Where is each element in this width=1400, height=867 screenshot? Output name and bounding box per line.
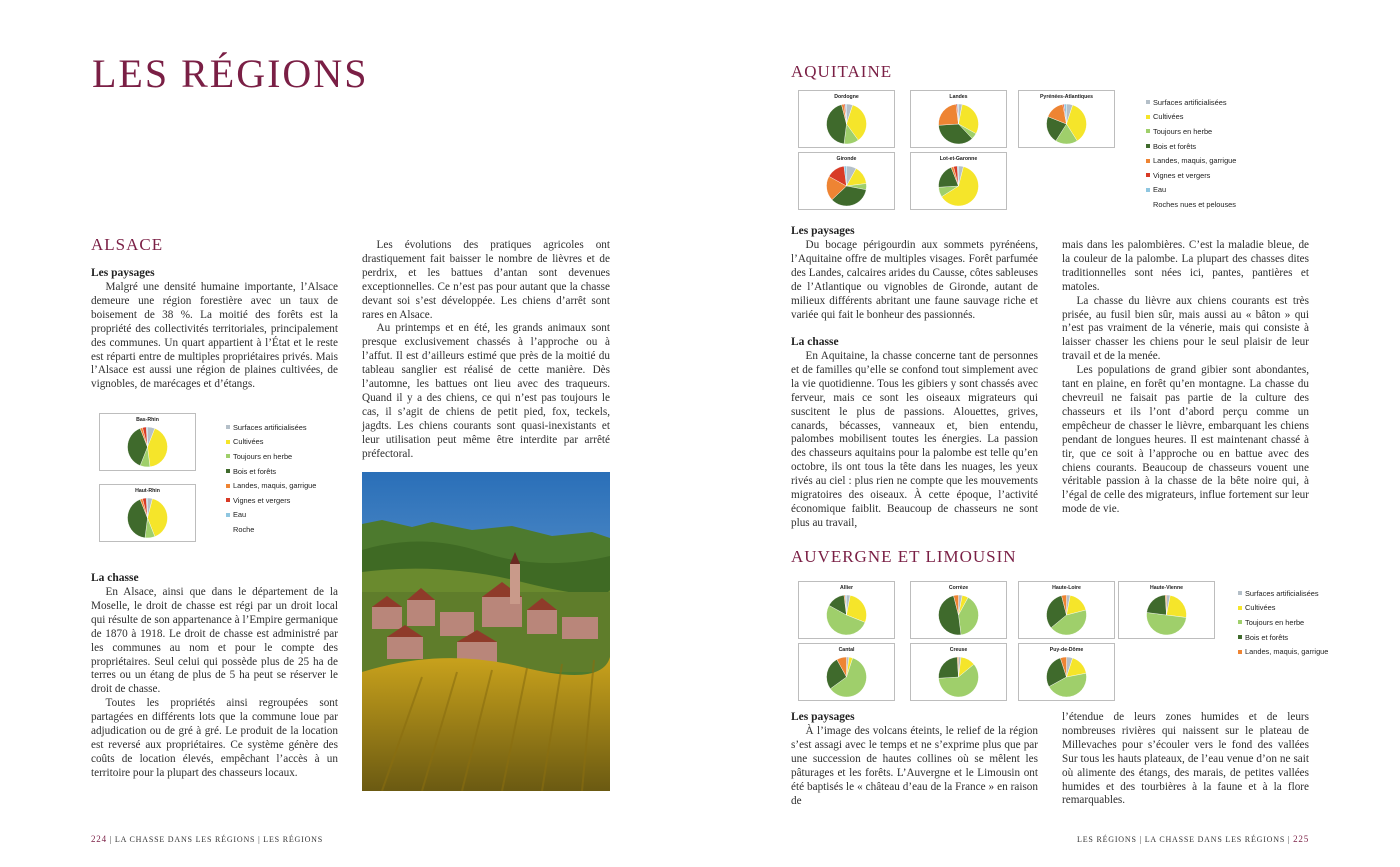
paragraph: Du bocage périgourdin aux sommets pyrénéens, l’Aquitaine offre de multiples visages. Forêt parfumée des Landes, calcaires arides du Causse, côtes sableuses de l’Atlantique ou vignobles de Gironde, autant de milieux différents abritant une faune sauvage riche et variée qui fait le bonheur des passionnés. <box>791 239 1038 321</box>
legend-label: Cultivées <box>1245 603 1276 613</box>
paragraph: Les évolutions des pratiques agricoles ont drastiquement fait baisser le nombre de lièvres et de perdrix, et les battues d’antan sont devenues exceptionnelles. Ce n’est pas pour autant que la chasse devant soi s’est développée. Les chiens d’arrêt sont rares en Alsace. <box>362 239 610 321</box>
alsace-chasse-heading: La chasse <box>91 572 139 584</box>
legend-label: Eau <box>233 510 247 520</box>
pie-chart-creuse <box>910 643 1007 701</box>
legend-item <box>1146 95 1236 110</box>
alsace-title: ALSACE <box>91 235 164 254</box>
chart-title: Haute-Loire <box>1052 585 1081 591</box>
auvergne-col2-text <box>1062 711 1309 808</box>
paragraph: La chasse du lièvre aux chiens courants est très prisée, au fusil bien sûr, mais aussi au « bâton » qui n’est pas vraiment de la vénerie, mais qui consiste à laisser chasser les chiens pour le seul plaisir de leur travail et de la menée. <box>1062 294 1309 363</box>
legend-swatch <box>226 469 230 473</box>
pie-chart-haut-rhin <box>99 484 196 542</box>
legend-label: Bois et forêts <box>1245 632 1289 642</box>
aquitaine-paysages-text <box>791 239 1038 322</box>
pie-svg <box>911 644 1006 700</box>
landscape-illustration <box>362 472 610 791</box>
legend-swatch <box>226 513 230 517</box>
legend-swatch <box>1146 129 1150 133</box>
alsace-paysages-text <box>91 281 338 392</box>
aquitaine-paysages-heading: Les paysages <box>791 225 855 237</box>
chart-title: Cantal <box>838 647 855 653</box>
legend-swatch <box>1146 144 1150 148</box>
legend-label: Roche <box>233 524 255 534</box>
paragraph: En Aquitaine, la chasse concerne tant de personnes et de familles qu’elle se confond tout simplement avec la vie quotidienne. Tous les gibiers y sont chassés avec ferveur, mais ce sont les oiseaux migrateurs qui suscitent le plus de passions. Alouettes, grives, canards, bécasses, vanneaux et, bien entendu, palombes mobilisent toutes les énergies. La passion des chasseurs aquitains pour la palombe est telle qu’en octobre, ils ont tous la tête dans les nuages, les yeux rivés au ciel : plus rien ne compte que les mouvements migratoires des oiseaux. À cette époque, l’activité économique faiblit. Beaucoup de chasseurs ne sont plus au travail, <box>791 350 1038 529</box>
pie-svg <box>799 153 894 209</box>
legend-item <box>1146 124 1236 139</box>
aquitaine-col2-text <box>1062 239 1309 517</box>
legend-item <box>226 478 316 493</box>
page-number-right: 225 <box>1293 834 1309 844</box>
legend-label: Toujours en herbe <box>1153 126 1213 136</box>
pie-svg <box>799 91 894 147</box>
chart-title: Haute-Vienne <box>1149 585 1184 591</box>
paragraph: Les populations de grand gibier sont abondantes, tant en plaine, en forêt qu’en montagne. La chasse du chevreuil ne faisait pas partie de la culture des chasseurs et ils l’ont d’abord perçu comme un empêcheur de chasser le lièvre, embarquant les chiens pendant de longues heures. Il est maintenant chassé à tir, que ce soit à l’approche ou en battue avec des chiens courants. Beaucoup de chasseurs vouent une véritable passion à la chasse de la bête noire qui, à l’égal de celle des migrateurs, influe fortement sur leur mode de vie. <box>1062 364 1309 516</box>
pie-chart-puy-de-dome <box>1018 643 1115 701</box>
alsace-col2-text <box>362 239 610 462</box>
legend-item <box>226 522 316 537</box>
legend-item <box>226 464 316 479</box>
pie-chart-bas-rhin <box>99 413 196 471</box>
pie-chart-haute-loire <box>1018 581 1115 639</box>
page-title: LES RÉGIONS <box>92 51 369 96</box>
paragraph: En Alsace, ainsi que dans le département de la Moselle, le droit de chasse est régi par un droit local qui résulte de son appartenance à l’Empire germanique de 1870 à 1918. Le droit de chasse est administré par les communes au nom et pour le compte des propriétaires. Seul celui qui possède plus de 25 ha de terres ou un étang de plus de 5 ha peut se réserver le droit de chasse. <box>91 586 338 696</box>
legend-label: Eau <box>1153 185 1167 195</box>
legend-item <box>1238 644 1328 659</box>
legend-item <box>226 420 316 435</box>
legend-swatch <box>1238 650 1242 654</box>
legend-swatch <box>1146 202 1150 206</box>
legend-swatch <box>226 484 230 488</box>
paragraph: Malgré une densité humaine importante, l’Alsace demeure une région forestière avec un taux de boisement de 38 %. La moitié des forêts est la propriété des collectivités territoriales, principalement des communes. Un quart appartient à l’État et le reste est réparti entre de multiples propriétaires privés. Mais l’Alsace est aussi une région de plaines cultivées, de vignobles, de marécages et d’étangs. <box>91 281 338 391</box>
pie-chart-pyrenees-atlantiques <box>1018 90 1115 148</box>
running-head-right: LES RÉGIONS | LA CHASSE DANS LES RÉGIONS | <box>1077 835 1294 844</box>
aquitaine-chasse-text <box>791 350 1038 531</box>
paragraph: Toutes les propriétés ainsi regroupées sont partagées en différents lots que la commune loue par adjudication ou de gré à gré. Le produit de la location est reversé aux propriétaires. Ce système génère des coûts de location élevés, empêchant l’accès à un territoire pour la plupart des chasseurs locaux. <box>91 697 338 779</box>
legend-swatch <box>1238 591 1242 595</box>
pie-slice-landes <box>939 104 959 125</box>
pie-chart-lot-et-garonne <box>910 152 1007 210</box>
chart-title: Dordogne <box>834 94 859 100</box>
legend-label: Landes, maquis, garrigue <box>1245 647 1329 657</box>
legend-item <box>226 449 316 464</box>
legend-label: Toujours en herbe <box>233 451 293 461</box>
legend-item <box>1238 586 1328 601</box>
pie-svg <box>100 485 195 541</box>
legend-label: Landes, maquis, garrigue <box>233 481 317 491</box>
pie-slice-bois <box>939 657 959 678</box>
pie-svg <box>911 153 1006 209</box>
chart-title: Pyrénées-Atlantiques <box>1039 94 1094 100</box>
auvergne-title: AUVERGNE ET LIMOUSIN <box>791 547 1017 566</box>
pie-svg <box>1019 644 1114 700</box>
legend-label: Vignes et vergers <box>1153 170 1211 180</box>
pie-svg <box>799 644 894 700</box>
legend-label: Cultivées <box>233 437 264 447</box>
legend-swatch <box>1146 159 1150 163</box>
page-number-left: 224 <box>91 834 107 844</box>
legend-item <box>1146 197 1236 212</box>
aquitaine-title: AQUITAINE <box>791 62 893 81</box>
pie-chart-dordogne <box>798 90 895 148</box>
pie-svg <box>799 582 894 638</box>
legend-swatch <box>1238 620 1242 624</box>
alsace-village-photo <box>362 472 610 791</box>
legend-label: Bois et forêts <box>1153 141 1197 151</box>
legend-swatch <box>1146 173 1150 177</box>
legend-label: Surfaces artificialisées <box>1245 588 1319 598</box>
paragraph: mais dans les palombières. C’est la maladie bleue, de la couleur de la palombe. La plupart des chasses dites traditionnelles sont nées ici, pantes, pantières et matoles. <box>1062 239 1309 293</box>
pie-svg <box>1019 582 1114 638</box>
legend-item <box>1146 139 1236 154</box>
legend-item <box>1238 630 1328 645</box>
legend-item <box>1146 183 1236 198</box>
legend-label: Toujours en herbe <box>1245 617 1305 627</box>
legend-label: Roches nues et pelouses <box>1153 199 1236 209</box>
pie-slice-bois <box>1147 595 1167 615</box>
chart-title: Allier <box>840 585 853 591</box>
chart-title: Haut-Rhin <box>135 488 160 494</box>
pie-chart-haute-vienne <box>1118 581 1215 639</box>
chart-title: Creuse <box>949 647 968 653</box>
legend-label: Surfaces artificialisées <box>233 422 307 432</box>
auvergne-paysages-text <box>791 725 1038 808</box>
legend-swatch <box>1146 115 1150 119</box>
pie-slice-cultivees <box>1167 595 1187 617</box>
legend-swatch <box>1146 188 1150 192</box>
legend-swatch <box>1238 606 1242 610</box>
pie-chart-allier <box>798 581 895 639</box>
footer-left <box>91 834 323 844</box>
pie-svg <box>100 414 195 470</box>
legend-label: Bois et forêts <box>233 466 277 476</box>
pie-chart-gironde <box>798 152 895 210</box>
chart-title: Landes <box>949 94 968 100</box>
footer-right <box>1077 834 1309 844</box>
legend-swatch <box>226 440 230 444</box>
pie-chart-cantal <box>798 643 895 701</box>
aquitaine-legend <box>1146 95 1236 212</box>
running-head-left: | LA CHASSE DANS LES RÉGIONS | LES RÉGIONS <box>106 835 323 844</box>
alsace-legend <box>226 420 316 537</box>
legend-item <box>1146 153 1236 168</box>
chart-title: Gironde <box>836 156 857 162</box>
chart-title: Puy-de-Dôme <box>1049 647 1084 653</box>
legend-item <box>226 435 316 450</box>
auvergne-legend <box>1238 586 1328 659</box>
pie-svg <box>1119 582 1214 638</box>
legend-item <box>1238 601 1328 616</box>
paragraph: À l’image des volcans éteints, le relief de la région s’est assagi avec le temps et ne s’exprime plus que par une succession de hautes collines où se mêlent les pâturages et les forêts. L’Auvergne et le Limousin ont été baptisés le « château d’eau de la France » en raison de <box>791 725 1038 807</box>
pie-chart-correze <box>910 581 1007 639</box>
chart-title: Lot-et-Garonne <box>939 156 978 162</box>
legend-swatch <box>226 454 230 458</box>
paragraph: l’étendue de leurs zones humides et de leurs nombreuses rivières qui naissent sur le plateau de Millevaches pour s’écouler vers le fond des vallées Sur tous les hauts plateaux, de l’eau venue d’on ne sait où alimente des étangs, des marais, de petites vallées humides et des tourbières à la faune et à la flore remarquables. <box>1062 711 1309 807</box>
paragraph: Au printemps et en été, les grands animaux sont presque exclusivement chassés à l’approche ou à l’affut. Il est d’ailleurs estimé que près de la moitié du tableau sanglier est réalisé de cette manière. Dès l’automne, les battues ont lieu avec des traqueurs. Quand il y a des chiens, ce qui n’est pas toujours le cas, il s’agit de chiens de petit pied, fox, teckels, jagdts. Les chiens courants sont quasi-inexistants et leur utilisation peut même être interdite par arrêté préfectoral. <box>362 322 610 460</box>
legend-swatch <box>1146 100 1150 104</box>
pie-svg <box>911 582 1006 638</box>
aquitaine-chasse-heading: La chasse <box>791 336 839 348</box>
legend-label: Vignes et vergers <box>233 495 291 505</box>
alsace-paysages-heading: Les paysages <box>91 267 155 279</box>
legend-swatch <box>226 425 230 429</box>
legend-item <box>226 508 316 523</box>
legend-item <box>226 493 316 508</box>
legend-item <box>1146 110 1236 125</box>
alsace-chasse-text <box>91 586 338 781</box>
legend-item <box>1146 168 1236 183</box>
legend-item <box>1238 615 1328 630</box>
legend-label: Surfaces artificialisées <box>1153 97 1227 107</box>
pie-chart-landes <box>910 90 1007 148</box>
legend-swatch <box>1238 635 1242 639</box>
chart-title: Corrèze <box>948 585 969 591</box>
pie-svg <box>1019 91 1114 147</box>
pie-svg <box>911 91 1006 147</box>
legend-label: Cultivées <box>1153 112 1184 122</box>
chart-title: Bas-Rhin <box>136 417 159 423</box>
legend-label: Landes, maquis, garrigue <box>1153 156 1237 166</box>
auvergne-paysages-heading: Les paysages <box>791 711 855 723</box>
legend-swatch <box>226 498 230 502</box>
legend-swatch <box>226 527 230 531</box>
